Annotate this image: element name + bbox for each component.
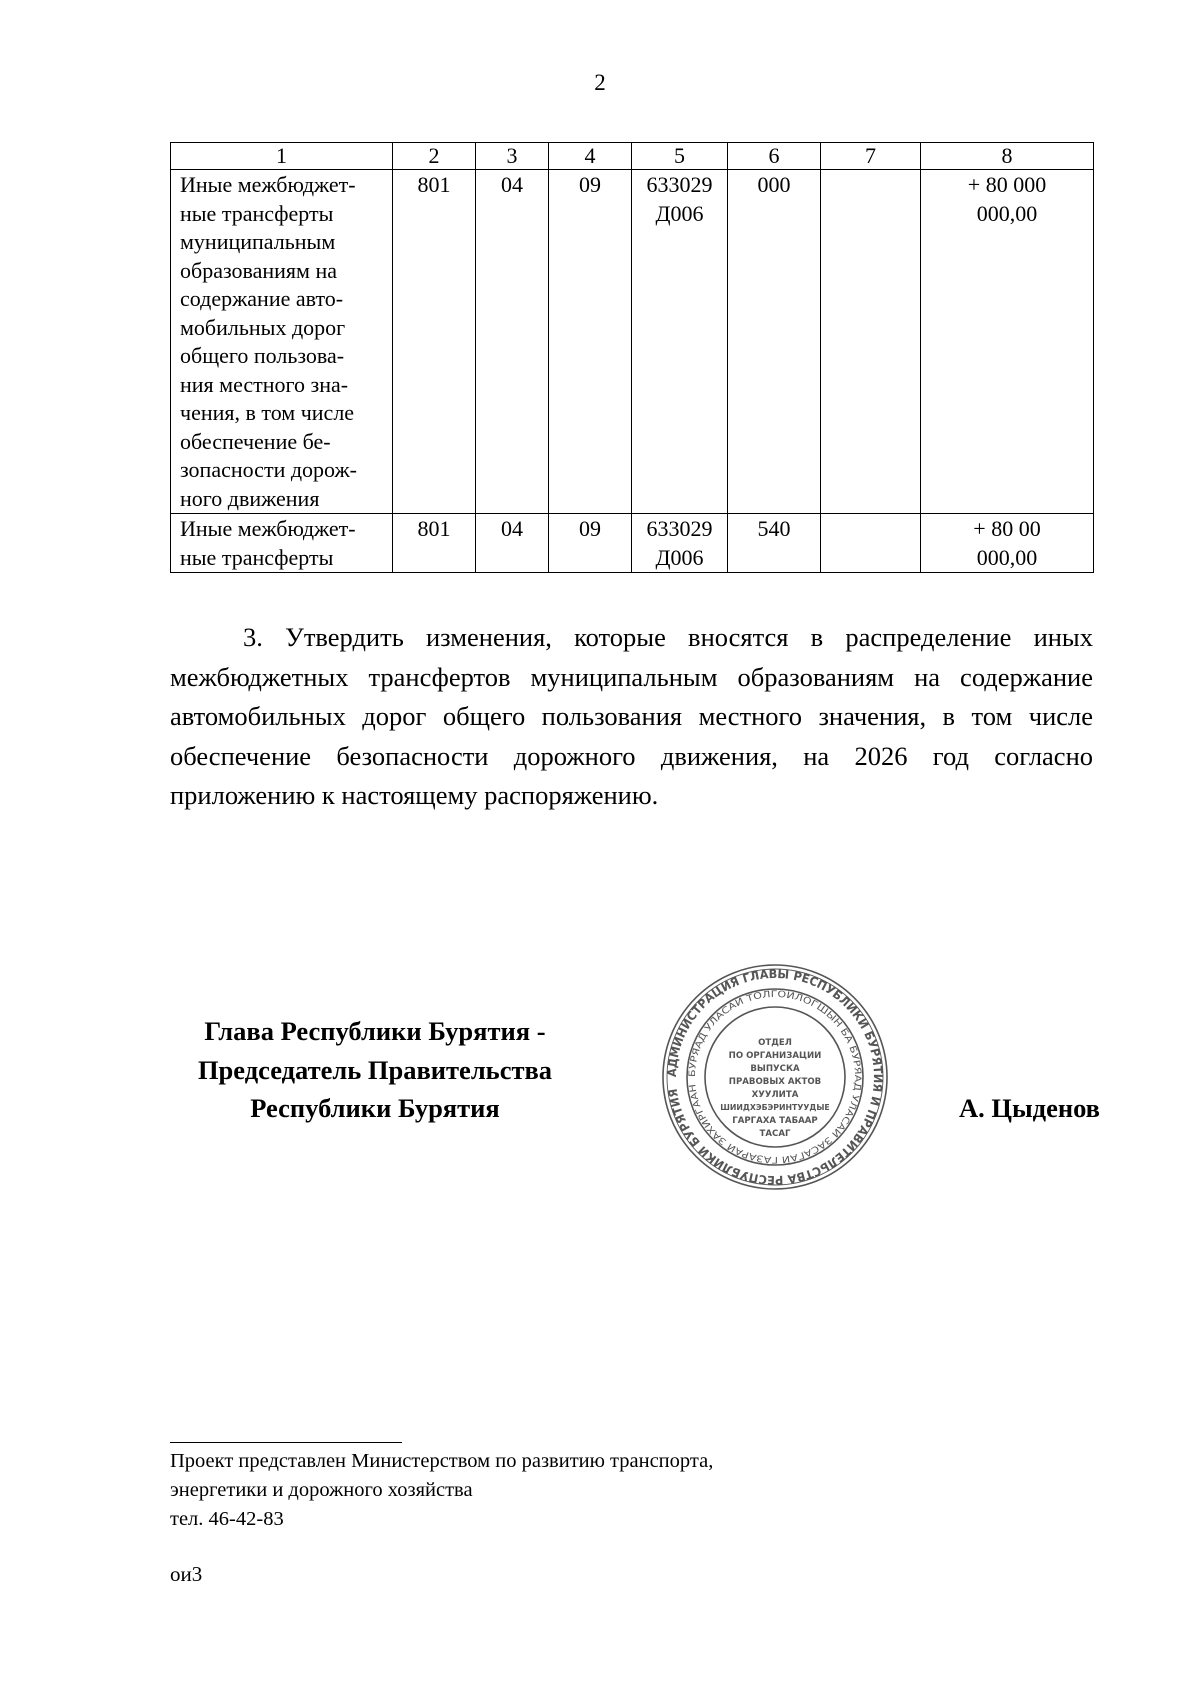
signatory-title-line: Республики Бурятия (250, 1093, 500, 1123)
table-row (171, 170, 1094, 514)
target-article-cell (632, 514, 728, 573)
signatory-title-line: Председатель Правительства (197, 1054, 553, 1085)
table-header-cell: 2 (393, 143, 476, 170)
amount-line: + 80 000 (967, 172, 1047, 197)
row-name-line: ные трансферты (180, 544, 334, 570)
column-7-cell (821, 514, 921, 573)
resolution-text: 3. Утвердить изменения, которые вносятся в распределение иных межбюджетных трансфертов муниципальным образованиям на содержание автомобильных дорог общего пользования местного значения, в том числе обеспечение безопасности дорожного движения, на 2026 год согласно приложению к настоящему распоряжению. (170, 622, 1093, 810)
expense-type-cell: 540 (728, 514, 821, 573)
row-name-line: ные трансферты (180, 200, 334, 226)
row-name-line: ного движения (180, 485, 320, 511)
table-header-cell: 7 (821, 143, 921, 170)
target-article-line: Д006 (655, 200, 704, 226)
amount-line: 000,00 (976, 200, 1038, 226)
column-7-cell (821, 170, 921, 514)
footnote-divider (170, 1442, 402, 1443)
official-seal (660, 962, 890, 1192)
row-name-line: муниципальным (180, 229, 336, 254)
table-header-cell: 8 (921, 143, 1094, 170)
table-header-cell: 6 (728, 143, 821, 170)
table-header-cell: 1 (171, 143, 393, 170)
document-code: ои3 (170, 1562, 203, 1586)
row-name-line: образованиям на (180, 257, 338, 283)
seal-center-line: ВЫПУСКА (750, 1064, 800, 1074)
seal-center-line: ПРАВОВЫХ АКТОВ (728, 1077, 822, 1087)
resolution-paragraph (170, 618, 1093, 816)
seal-center-line: ХУУЛИТА (751, 1090, 799, 1100)
row-name-line: ния местного зна- (180, 371, 349, 397)
ministry-code-cell: 801 (393, 514, 476, 573)
row-name-line: чения, в том числе (180, 400, 355, 425)
row-name-line: общего пользова- (180, 343, 345, 368)
seal-center-line: ОТДЕЛ (758, 1038, 792, 1048)
row-name-line: содержание авто- (180, 286, 344, 311)
signatory-title (165, 1012, 585, 1128)
expense-type-cell: 000 (728, 170, 821, 514)
amount-line: + 80 00 (973, 516, 1041, 541)
amount-cell (921, 514, 1094, 573)
budget-table (170, 142, 1094, 573)
section-code-cell: 04 (476, 170, 549, 514)
footnote (170, 1447, 1070, 1534)
amount-cell (921, 170, 1094, 514)
table-header-row (171, 143, 1094, 170)
row-name-line: обеспечение бе- (180, 428, 331, 454)
table-row (171, 514, 1094, 573)
amount-line: 000,00 (976, 544, 1038, 570)
ministry-code-cell: 801 (393, 170, 476, 514)
page-number: 2 (594, 70, 606, 95)
signatory-name: А. Цыденов (958, 1093, 1100, 1123)
table-header-cell: 5 (632, 143, 728, 170)
target-article-cell (632, 170, 728, 514)
seal-center-line: ПО ОРГАНИЗАЦИИ (728, 1051, 822, 1061)
row-name-cell (171, 514, 393, 573)
subsection-code-cell: 09 (549, 170, 632, 514)
section-code-cell: 04 (476, 514, 549, 573)
seal-center-line: ТАСАГ (759, 1129, 791, 1139)
table-header-cell: 3 (476, 143, 549, 170)
seal-center-line: ГАРГАХА ТАБААР (732, 1116, 818, 1126)
footnote-line: Проект представлен Министерством по развитию транспорта, (170, 1450, 714, 1472)
row-name-line: Иные межбюджет- (180, 172, 356, 197)
signatory-title-line: Глава Республики Бурятия - (204, 1016, 546, 1046)
target-article-line: 633029 (646, 516, 713, 541)
row-name-cell (171, 170, 393, 514)
target-article-line: 633029 (646, 172, 713, 197)
seal-inner-text-path: БУРЯАД УЛАСАЙ ТОЛГОЙЛОГШЫН БА БУРЯАД УЛАСАЙ ЗАСАГАЙ ГАЗАРАЙ ЗАХИРГААН (687, 989, 863, 1165)
row-name-line: мобильных дорог (180, 314, 346, 340)
seal-outer-text-path: АДМИНИСТРАЦИЯ ГЛАВЫ РЕСПУБЛИКИ БУРЯТИЯ И ПРАВИТЕЛЬСТВА РЕСПУБЛИКИ БУРЯТИЯ (664, 966, 886, 1188)
seal-center-line: ШИИДХЭБЭРИНТУУДЫЕ (720, 1103, 830, 1112)
seal-center-text (720, 1038, 829, 1139)
row-name-line: зопасности дорож- (180, 457, 358, 482)
footnote-line: энергетики и дорожного хозяйства (170, 1479, 473, 1501)
target-article-line: Д006 (655, 544, 704, 570)
row-name-line: Иные межбюджет- (180, 516, 356, 541)
table-header-cell: 4 (549, 143, 632, 170)
footnote-line: тел. 46-42-83 (170, 1508, 284, 1530)
subsection-code-cell: 09 (549, 514, 632, 573)
